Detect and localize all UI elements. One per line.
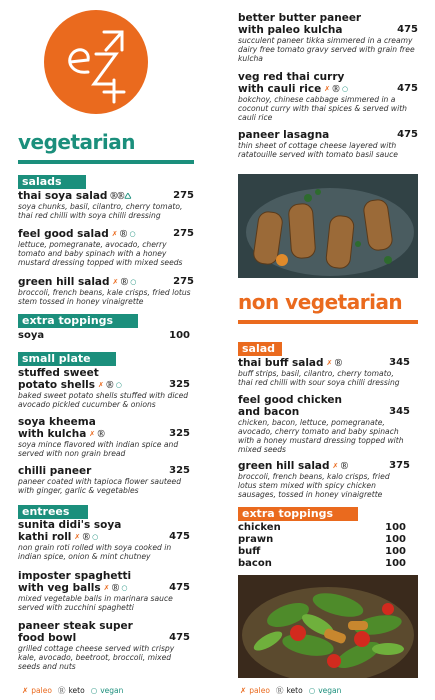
item-name-line2: food bowl <box>18 632 77 644</box>
item-price: 275 <box>173 190 194 201</box>
diet-icons: ✗ Ⓡ <box>326 359 342 367</box>
category-entrees: entrees <box>18 505 88 519</box>
item-description: broccoli, french beans, kalo crisps, fried lotus stem mixed with spicy chicken sausages, tossed in honey vinaigrette <box>238 472 390 499</box>
brand-logo <box>44 10 148 114</box>
diet-icons: ✗ Ⓡ <box>332 462 348 470</box>
topping-name: soya <box>18 330 45 341</box>
topping-name: buff <box>238 546 261 557</box>
diet-icons: ✗ Ⓡ ○ <box>103 584 128 592</box>
diet-icons: ✗ Ⓡ ○ <box>74 533 99 541</box>
item-name: veg red thai curry <box>238 71 345 83</box>
topping-row <box>18 330 190 341</box>
paleo-icon: ✗ <box>240 686 247 695</box>
item-name: feel good salad <box>18 228 109 240</box>
menu-item <box>18 465 190 495</box>
diet-icons: ✗ Ⓡ ○ <box>111 230 136 238</box>
diet-icons: ⓇⓇ🛆 <box>110 192 132 200</box>
item-price: 275 <box>173 276 194 287</box>
diet-icons: ✗ Ⓡ ○ <box>98 381 122 389</box>
item-description: mixed vegetable balls in marinara sauce served with zucchini spaghetti <box>18 594 173 612</box>
category-extra-toppings: extra toppings <box>18 314 138 328</box>
food-photo-paneer-rolls <box>238 174 418 278</box>
item-description: non grain roti rolled with soya cooked in indian spice, onion & mint chutney <box>18 543 172 561</box>
topping-price: 100 <box>169 330 190 341</box>
item-name-line2: and bacon <box>238 406 300 418</box>
vegan-icon: ○ <box>90 686 98 695</box>
item-name: stuffed sweet <box>18 367 99 379</box>
legend-keto: keto <box>68 686 85 695</box>
item-name: soya kheema <box>18 416 96 428</box>
topping-price: 100 <box>385 522 406 533</box>
item-name: sunita didi's soya <box>18 519 122 531</box>
item-name-line2: with cauli rice <box>238 83 322 95</box>
menu-item <box>238 357 410 387</box>
item-description: broccoli, french beans, kale crisps, fried lotus stem tossed in honey vinaigrette <box>18 288 191 306</box>
item-price: 325 <box>169 379 190 390</box>
item-name-line2: potato shells <box>18 379 96 391</box>
topping-price: 100 <box>385 546 406 557</box>
item-price: 475 <box>169 531 190 542</box>
legend-vegan: vegan <box>318 686 342 695</box>
item-price: 475 <box>169 632 190 643</box>
diet-icons: ✗ Ⓡ ○ <box>324 85 349 93</box>
paleo-icon: ✗ <box>22 686 29 695</box>
vegetarian-title: vegetarian <box>18 130 135 154</box>
item-price: 325 <box>169 465 190 476</box>
menu-item <box>18 519 190 561</box>
menu-item <box>18 367 190 409</box>
item-description: buff strips, basil, cilantro, cherry tomato, thai red chilli with sour soya chilli dressing <box>238 369 400 387</box>
item-price: 345 <box>389 357 410 368</box>
item-description: grilled cottage cheese served with crispy kale, avocado, beetroot, broccoli, mixed seeds and nuts <box>18 644 175 671</box>
legend-paleo: paleo <box>31 686 52 695</box>
non-vegetarian-title: non vegetarian <box>238 290 403 314</box>
menu-item <box>238 71 418 122</box>
item-name: thai buff salad <box>238 357 324 369</box>
item-price: 475 <box>397 24 418 35</box>
item-price: 375 <box>389 460 410 471</box>
topping-name: bacon <box>238 558 272 569</box>
vegan-icon: ○ <box>308 686 316 695</box>
menu-item <box>18 416 190 458</box>
item-name: feel good chicken <box>238 394 343 406</box>
item-description: baked sweet potato shells stuffed with diced avocado pickled cucumber & onions <box>18 391 189 409</box>
food-photo-chicken-salad <box>238 575 418 678</box>
item-name: imposter spaghetti <box>18 570 132 582</box>
item-name: chilli paneer <box>18 465 92 477</box>
non-vegetarian-divider <box>238 320 418 324</box>
topping-row <box>238 546 406 557</box>
diet-icons: ✗ Ⓡ ○ <box>112 278 137 286</box>
vegetarian-divider <box>18 160 194 164</box>
menu-item <box>18 190 194 220</box>
legend-keto: keto <box>286 686 303 695</box>
item-description: chicken, bacon, lettuce, pomegranate, avocado, cherry tomato and baby spinach with a honey mustard dressing topped with mixed seeds <box>238 418 404 454</box>
diet-legend <box>240 685 341 696</box>
topping-name: chicken <box>238 522 281 533</box>
item-description: soya chunks, basil, cilantro, cherry tomato, thai red chilli with soya chilli dressing <box>18 202 183 220</box>
item-name: green hill salad <box>18 276 110 288</box>
item-price: 325 <box>169 428 190 439</box>
item-price: 275 <box>173 228 194 239</box>
keto-icon: Ⓡ <box>275 686 284 695</box>
item-price: 345 <box>389 406 410 417</box>
logo-mark <box>44 10 148 114</box>
topping-price: 100 <box>385 534 406 545</box>
item-price: 475 <box>397 129 418 140</box>
legend-vegan: vegan <box>100 686 124 695</box>
menu-item <box>18 570 190 612</box>
diet-legend <box>22 685 123 696</box>
item-name: thai soya salad <box>18 190 108 202</box>
item-description: paneer coated with tapioca flower sauteed with ginger, garlic & vegetables <box>18 477 182 495</box>
menu-item <box>18 620 190 671</box>
item-name: better butter paneer <box>238 12 362 24</box>
menu-item <box>238 394 410 454</box>
topping-row <box>238 522 406 533</box>
category-salad: salad <box>238 342 282 356</box>
item-description: thin sheet of cottage cheese layered with ratatouille served with tomato basil sauce <box>238 141 398 159</box>
item-name-line2: kathi roll <box>18 531 72 543</box>
legend-paleo: paleo <box>249 686 270 695</box>
item-name: green hill salad <box>238 460 330 472</box>
item-name-line2: with kulcha <box>18 428 87 440</box>
menu-item <box>238 12 418 63</box>
item-name-line2: with paleo kulcha <box>238 24 343 36</box>
menu-item <box>238 460 410 499</box>
item-price: 475 <box>169 582 190 593</box>
item-price: 475 <box>397 83 418 94</box>
item-description: bokchoy, chinese cabbage simmered in a coconut curry with thai spices & served with cauli rice <box>238 95 407 122</box>
item-name: paneer lasagna <box>238 129 330 141</box>
topping-name: prawn <box>238 534 274 545</box>
item-name-line2: with veg balls <box>18 582 101 594</box>
topping-price: 100 <box>385 558 406 569</box>
menu-item <box>18 276 194 306</box>
item-name: paneer steak super <box>18 620 133 632</box>
category-small-plate: small plate <box>18 352 116 366</box>
category-extra-toppings-nonveg: extra toppings <box>238 507 358 521</box>
item-description: succulent paneer tikka simmered in a creamy dairy free tomato gravy served with grain free kulcha <box>238 36 415 63</box>
diet-icons: ✗ Ⓡ <box>89 430 105 438</box>
topping-row <box>238 558 406 569</box>
item-description: soya mince flavored with indian spice and served with non grain bread <box>18 440 179 458</box>
item-description: lettuce, pomegranate, avocado, cherry tomato and baby spinach with a honey mustard dressing topped with mixed seeds <box>18 240 183 267</box>
menu-item <box>238 129 418 159</box>
category-salads: salads <box>18 175 86 189</box>
keto-icon: Ⓡ <box>57 686 66 695</box>
topping-row <box>238 534 406 545</box>
menu-item <box>18 228 194 267</box>
